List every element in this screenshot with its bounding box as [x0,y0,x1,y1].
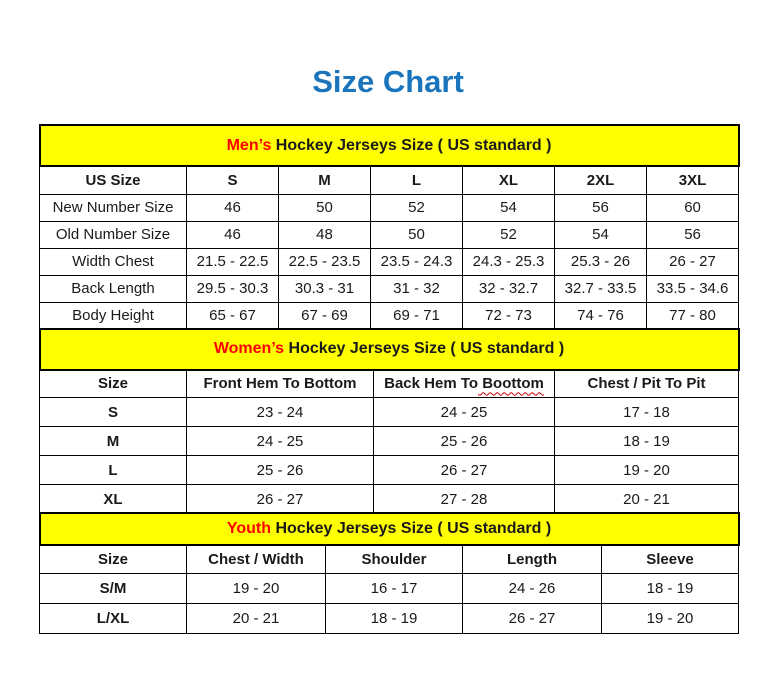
size-cell: 56 [555,194,647,221]
size-cell: 23 - 24 [187,398,374,427]
row-label: L [40,456,187,485]
size-cell: 54 [555,221,647,248]
column-header: Size [40,545,187,573]
column-header: Size [40,370,187,398]
row-label: XL [40,485,187,514]
size-tables-container [39,124,738,634]
size-cell: 48 [279,221,371,248]
size-cell: 72 - 73 [463,302,555,329]
size-cell: 21.5 - 22.5 [187,248,279,275]
table-row [40,194,739,221]
mens-band-rest: Hockey Jerseys Size ( US standard ) [271,136,552,154]
size-cell: 60 [647,194,739,221]
size-cell: 25 - 26 [187,456,374,485]
mens-band-highlight: Men’s [226,136,272,154]
page-title: Size Chart [312,64,464,99]
size-cell: 50 [371,221,463,248]
size-cell: 54 [463,194,555,221]
size-cell: 19 - 20 [555,456,739,485]
womens-header-row [40,370,739,398]
size-cell: 31 - 32 [371,275,463,302]
size-cell: 24.3 - 25.3 [463,248,555,275]
misspelled-word: Boottom [478,375,544,393]
size-cell: 65 - 67 [187,302,279,329]
table-row [40,603,739,633]
womens-band-rest: Hockey Jerseys Size ( US standard ) [284,340,565,357]
column-header: S [187,166,279,194]
column-header: M [279,166,371,194]
table-row [40,248,739,275]
size-cell: 50 [279,194,371,221]
mens-header-row [40,166,739,194]
row-label: M [40,427,187,456]
table-row [40,573,739,603]
size-cell: 18 - 19 [602,573,739,603]
womens-section-header [40,329,739,370]
size-cell: 19 - 20 [602,603,739,633]
youth-band-rest: Hockey Jerseys Size ( US standard ) [271,520,552,537]
row-label: Back Length [40,275,187,302]
size-cell: 26 - 27 [463,603,602,633]
size-cell: 18 - 19 [555,427,739,456]
youth-section-header [40,513,739,545]
column-header: US Size [40,166,187,194]
size-cell: 27 - 28 [374,485,555,514]
column-header: L [371,166,463,194]
column-header: XL [463,166,555,194]
row-label: S [40,398,187,427]
back-hem-label: Back Hem To [384,375,479,393]
youth-size-table [39,512,740,634]
size-cell: 29.5 - 30.3 [187,275,279,302]
column-header: 2XL [555,166,647,194]
size-cell: 17 - 18 [555,398,739,427]
size-cell: 33.5 - 34.6 [647,275,739,302]
size-cell: 23.5 - 24.3 [371,248,463,275]
size-cell: 20 - 21 [187,603,326,633]
size-cell: 26 - 27 [187,485,374,514]
size-cell: 18 - 19 [326,603,463,633]
size-cell: 32 - 32.7 [463,275,555,302]
table-row [40,427,739,456]
column-header: 3XL [647,166,739,194]
size-cell: 24 - 25 [187,427,374,456]
size-cell: 56 [647,221,739,248]
row-label: New Number Size [40,194,187,221]
row-label: Width Chest [40,248,187,275]
size-cell: 19 - 20 [187,573,326,603]
size-cell: 46 [187,194,279,221]
size-cell: 32.7 - 33.5 [555,275,647,302]
size-cell: 30.3 - 31 [279,275,371,302]
table-row [40,398,739,427]
size-cell: 52 [371,194,463,221]
youth-header-row [40,545,739,573]
row-label: Old Number Size [40,221,187,248]
size-cell: 69 - 71 [371,302,463,329]
table-row [40,456,739,485]
size-cell: 74 - 76 [555,302,647,329]
column-header: Chest / Width [187,545,326,573]
row-label: Body Height [40,302,187,329]
mens-size-table [39,124,740,330]
column-header: Shoulder [326,545,463,573]
row-label: L/XL [40,603,187,633]
size-cell: 77 - 80 [647,302,739,329]
size-cell: 16 - 17 [326,573,463,603]
size-cell: 20 - 21 [555,485,739,514]
table-row [40,485,739,514]
size-cell: 46 [187,221,279,248]
size-cell: 26 - 27 [647,248,739,275]
youth-band-highlight: Youth [226,520,272,537]
column-header: Front Hem To Bottom [187,370,374,398]
column-header: Sleeve [602,545,739,573]
column-header [374,370,555,398]
size-cell: 25.3 - 26 [555,248,647,275]
mens-section-header [40,125,739,166]
size-cell: 22.5 - 23.5 [279,248,371,275]
womens-section-band [40,329,739,370]
table-row [40,302,739,329]
womens-size-table [39,328,740,515]
size-cell: 25 - 26 [374,427,555,456]
table-row [40,275,739,302]
youth-section-band [40,513,739,545]
womens-band-highlight: Women’s [213,340,285,357]
size-cell: 52 [463,221,555,248]
table-row [40,221,739,248]
row-label: S/M [40,573,187,603]
column-header: Length [463,545,602,573]
size-cell: 26 - 27 [374,456,555,485]
mens-section-band [40,125,739,166]
size-cell: 67 - 69 [279,302,371,329]
column-header: Chest / Pit To Pit [555,370,739,398]
size-cell: 24 - 25 [374,398,555,427]
size-cell: 24 - 26 [463,573,602,603]
